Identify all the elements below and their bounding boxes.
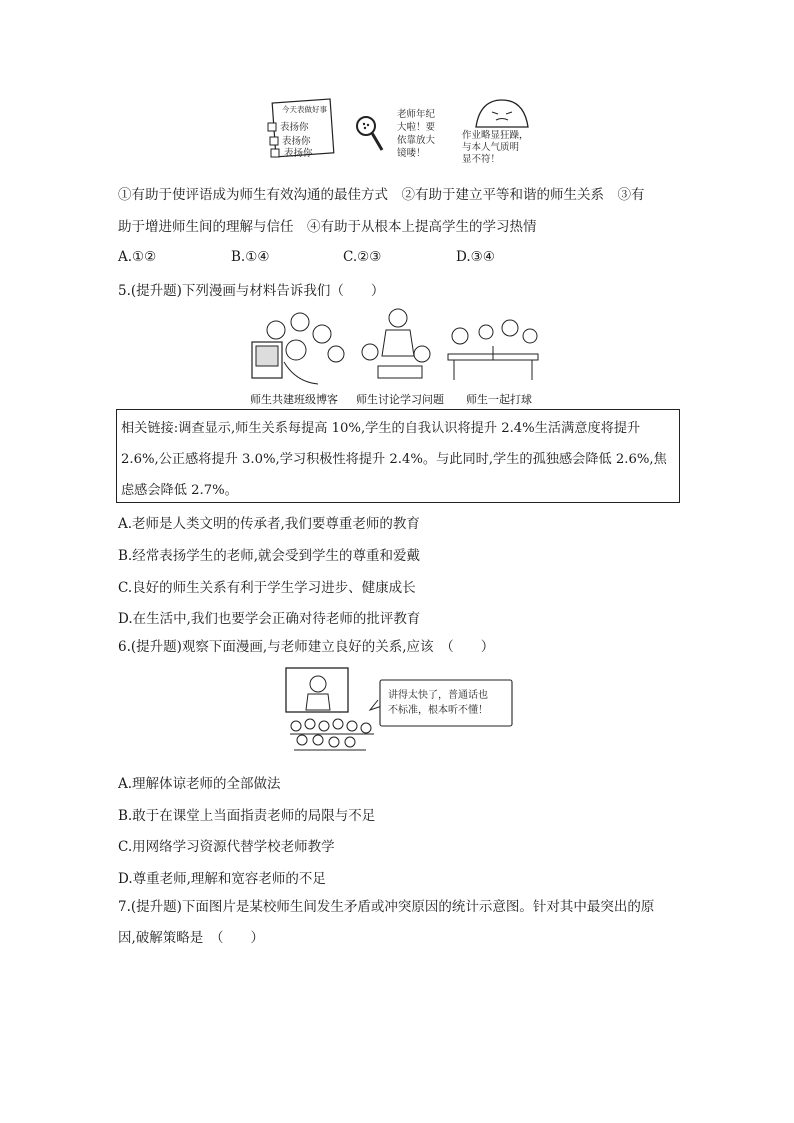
magnifier-icon	[354, 114, 386, 154]
q4-option-d[interactable]: D.③④	[456, 249, 495, 265]
related-link-line: 相关链接:调查显示,师生关系每提高 10%,学生的自我认识将提升 2.4%生活满意度将提升	[121, 421, 641, 436]
q5-cartoon-strip	[248, 306, 548, 406]
speech-line: 镜喽！	[397, 148, 426, 159]
student-complaint-bubble	[388, 688, 488, 718]
q5-option-c[interactable]: C.良好的师生关系有利于学生学习进步、健康成长	[118, 580, 416, 596]
q6-cartoon	[282, 664, 518, 760]
speech-line: 作业略显狂躁，	[462, 130, 529, 141]
q5-stem: 5.(提升题)下列漫画与材料告诉我们（ ）	[118, 283, 385, 299]
q6-option-d[interactable]: D.尊重老师,理解和宽容老师的不足	[118, 871, 326, 887]
q4-option-b[interactable]: B.①④	[231, 249, 270, 265]
q6-option-b[interactable]: B.敢于在课堂上当面指责老师的局限与不足	[118, 808, 376, 824]
q6-option-a[interactable]: A.理解体谅老师的全部做法	[118, 776, 281, 792]
speech-line: 显不符！	[462, 154, 501, 165]
q4-option-c[interactable]: C.②③	[343, 249, 382, 265]
q5-cartoon-illustration	[248, 306, 548, 390]
q4-statements-line: 助于增进师生间的理解与信任 ④有助于从根本上提高学生的学习热情	[118, 219, 537, 235]
q4-option-a[interactable]: A.①②	[118, 249, 157, 265]
related-link-line: 2.6%,公正感将提升 3.0%,学习积极性将提升 2.4%。与此同时,学生的孤独感会降低 2.6%,焦	[121, 452, 667, 467]
q5-option-d[interactable]: D.在生活中,我们也要学会正确对待老师的批评教育	[118, 611, 421, 627]
praise-card-item: 表扬你	[280, 122, 309, 133]
q4-statements-line: ①有助于使评语成为师生有效沟通的最佳方式 ②有助于建立平等和谐的师生关系 ③有	[118, 187, 645, 203]
q7-stem-line: 7.(提升题)下面图片是某校师生间发生矛盾或冲突原因的统计示意图。针对其中最突出的原	[118, 899, 655, 915]
praise-card-title: 今天表做好事	[282, 105, 327, 114]
magnifier-speech	[397, 108, 435, 160]
speech-line: 老师年纪	[397, 109, 436, 120]
bubble-line: 不标准，根本听不懂！	[388, 705, 488, 716]
speech-line: 与本人气质明	[462, 142, 520, 153]
q7-stem-line: 因,破解策略是 （ ）	[118, 930, 265, 946]
q5-option-b[interactable]: B.经常表扬学生的老师,就会受到学生的尊重和爱戴	[118, 548, 421, 564]
related-link-box	[116, 409, 680, 503]
speech-line: 大啦！要	[397, 122, 436, 133]
face-speech	[462, 130, 529, 166]
praise-card-item: 表扬你	[284, 148, 313, 159]
q5-caption: 师生讨论学习问题	[356, 393, 444, 406]
speech-line: 依靠放大	[397, 135, 436, 146]
q5-caption: 师生共建班级博客	[250, 393, 338, 406]
grumpy-face-illustration	[472, 98, 532, 128]
praise-card-item: 表扬你	[282, 136, 311, 147]
bubble-line: 讲得太快了，普通话也	[388, 690, 488, 701]
top-cartoon-strip	[262, 98, 552, 166]
q6-option-c[interactable]: C.用网络学习资源代替学校老师教学	[118, 839, 335, 855]
q5-caption: 师生一起打球	[466, 393, 532, 406]
related-link-line: 虑感会降低 2.7%。	[121, 483, 238, 498]
q6-stem: 6.(提升题)观察下面漫画,与老师建立良好的关系,应该 （ ）	[118, 639, 495, 655]
q5-option-a[interactable]: A.老师是人类文明的传承者,我们要尊重老师的教育	[118, 516, 420, 532]
